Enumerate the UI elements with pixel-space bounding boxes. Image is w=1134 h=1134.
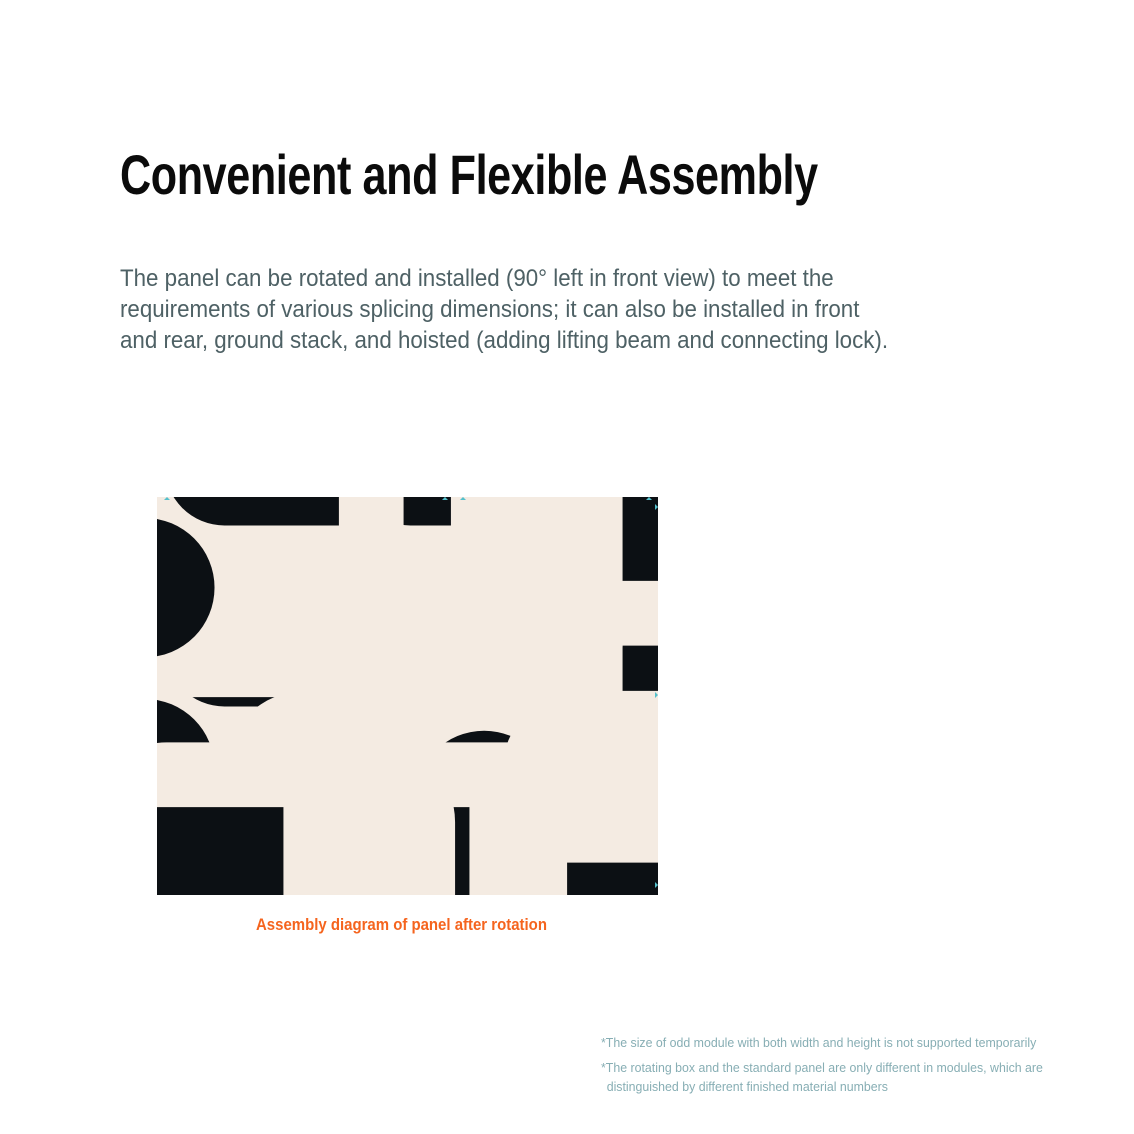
intro-line-1: The panel can be rotated and installed (90° left in front view) to meet the xyxy=(120,265,834,292)
footnote-2 xyxy=(601,1058,1095,1096)
footnote-1-line-1: *The size of odd module with both width and height is not supported temporarily xyxy=(601,1035,1037,1050)
intro-line-3: and rear, ground stack, and hoisted (adding lifting beam and connecting lock). xyxy=(120,327,889,354)
footnote-1 xyxy=(601,1033,1095,1052)
intro-line-2: requirements of various splicing dimensions; it can also be installed in front xyxy=(120,296,860,323)
intro-paragraph xyxy=(120,263,888,356)
footnote-2-line-1: *The rotating box and the standard panel are only different in modules, which are xyxy=(601,1060,1043,1075)
footnotes xyxy=(601,1033,1095,1102)
corner-brackets xyxy=(157,497,658,895)
footnote-2-line-2: distinguished by different finished material numbers xyxy=(606,1079,888,1094)
assembly-diagram-image xyxy=(157,497,658,895)
page-title: Convenient and Flexible Assembly xyxy=(120,143,818,206)
figure-caption: Assembly diagram of panel after rotation xyxy=(256,915,547,934)
assembly-figure xyxy=(157,497,658,935)
